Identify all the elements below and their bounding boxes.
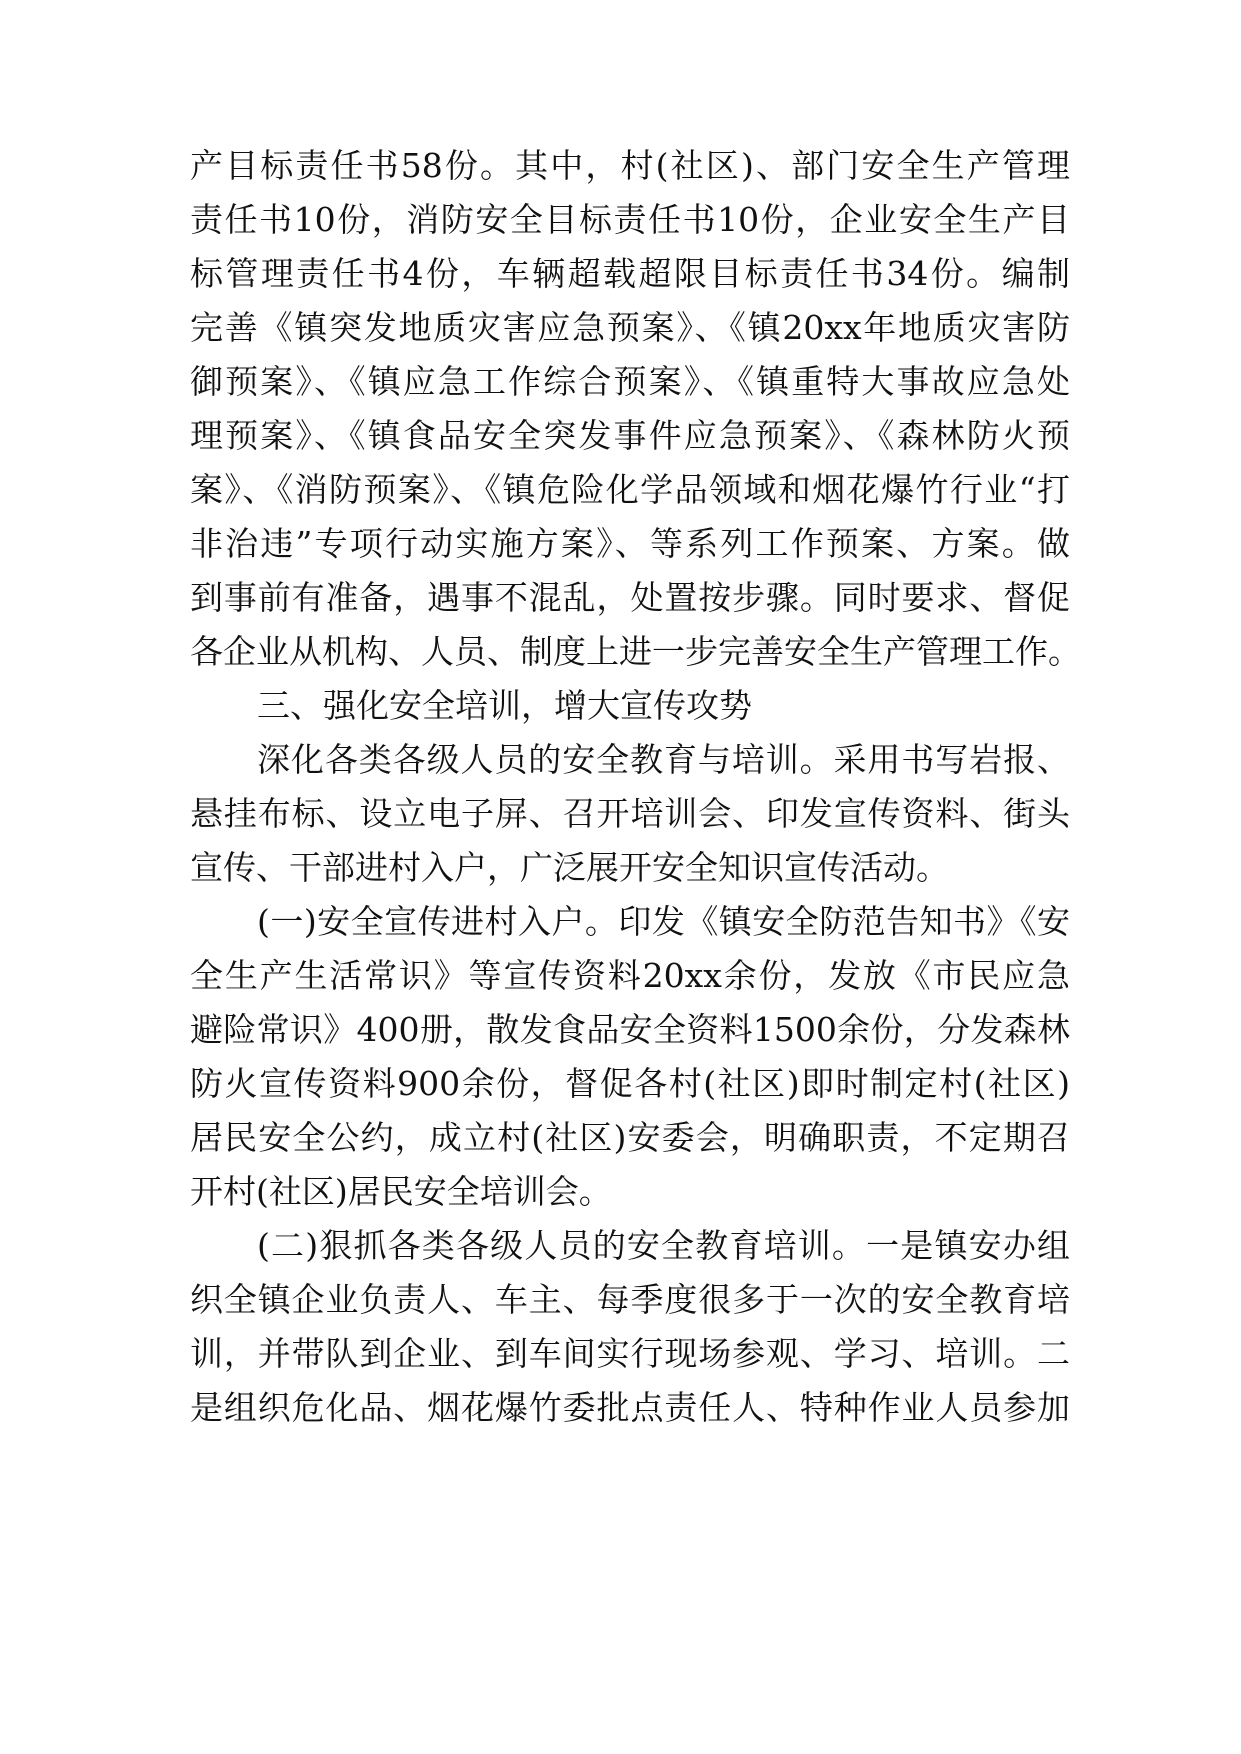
- text-line: 完善《镇突发地质灾害应急预案》、《镇20xx年地质灾害防: [190, 308, 1070, 347]
- text-line: 产目标责任书58份。其中，村(社区)、部门安全生产管理: [190, 146, 1070, 185]
- text-line: 悬挂布标、设立电子屏、召开培训会、印发宣传资料、街头: [190, 794, 1070, 833]
- text-line: 是组织危化品、烟花爆竹委批点责任人、特种作业人员参加: [190, 1388, 1070, 1427]
- text-line: 非治违”专项行动实施方案》、等系列工作预案、方案。做: [190, 524, 1070, 563]
- text-line: 训，并带队到企业、到车间实行现场参观、学习、培训。二: [190, 1334, 1070, 1373]
- text-line: 御预案》、《镇应急工作综合预案》、《镇重特大事故应急处: [190, 362, 1070, 401]
- text-line: (一)安全宣传进村入户。印发《镇安全防范告知书》《安: [257, 902, 1070, 941]
- section-heading: 三、强化安全培训，增大宣传攻势: [257, 686, 752, 725]
- text-line: 织全镇企业负责人、车主、每季度很多于一次的安全教育培: [190, 1280, 1070, 1319]
- text-line: (二)狠抓各类各级人员的安全教育培训。一是镇安办组: [257, 1226, 1070, 1265]
- text-line: 避险常识》400册，散发食品安全资料1500余份，分发森林: [190, 1010, 1070, 1049]
- text-line: 开村(社区)居民安全培训会。: [190, 1172, 612, 1211]
- text-line: 深化各类各级人员的安全教育与培训。采用书写岩报、: [257, 740, 1070, 779]
- text-line: 宣传、干部进村入户，广泛展开安全知识宣传活动。: [190, 848, 949, 887]
- text-line: 全生产生活常识》等宣传资料20xx余份，发放《市民应急: [190, 956, 1070, 995]
- text-line: 到事前有准备，遇事不混乱，处置按步骤。同时要求、督促: [190, 578, 1070, 617]
- text-line: 案》、《消防预案》、《镇危险化学品领域和烟花爆竹行业“打: [190, 470, 1070, 509]
- text-line: 责任书10份，消防安全目标责任书10份，企业安全生产目: [190, 200, 1070, 239]
- text-line: 理预案》、《镇食品安全突发事件应急预案》、《森林防火预: [190, 416, 1070, 455]
- text-line: 各企业从机构、人员、制度上进一步完善安全生产管理工作。: [190, 632, 1081, 671]
- text-line: 防火宣传资料900余份，督促各村(社区)即时制定村(社区): [190, 1064, 1070, 1103]
- text-line: 居民安全公约，成立村(社区)安委会，明确职责，不定期召: [190, 1118, 1070, 1157]
- text-line: 标管理责任书4份，车辆超载超限目标责任书34份。编制: [190, 254, 1070, 293]
